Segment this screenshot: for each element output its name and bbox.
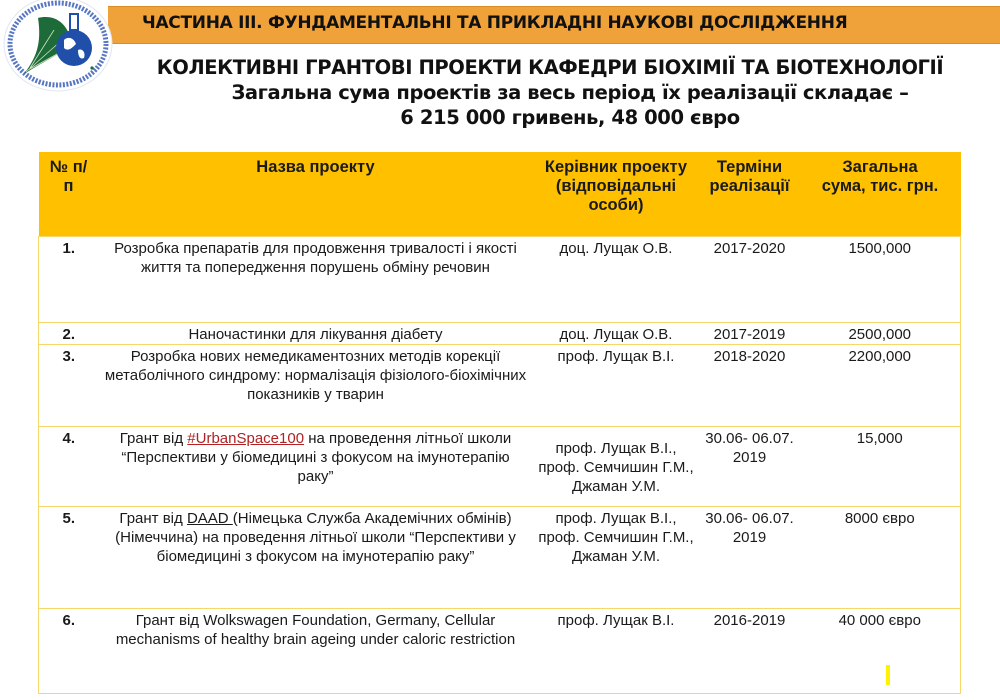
project-name bbox=[99, 323, 533, 345]
project-name-text: Розробка препаратів для продовження тривалості і якості життя та попередження порушень обміну речовин bbox=[114, 240, 517, 276]
row-num: 4. bbox=[39, 427, 99, 507]
table-header-row bbox=[39, 152, 961, 237]
project-name bbox=[99, 345, 533, 427]
row-num: 6. bbox=[39, 609, 99, 694]
project-sum: 15,000 bbox=[800, 427, 961, 507]
project-sum: 8000 євро bbox=[800, 507, 961, 609]
project-name bbox=[99, 427, 533, 507]
row-num: 3. bbox=[39, 345, 99, 427]
project-lead: проф. Лущак В.І. bbox=[533, 345, 700, 427]
page-title-block bbox=[140, 56, 960, 130]
page-title: КОЛЕКТИВНІ ГРАНТОВІ ПРОЕКТИ КАФЕДРИ БІОХІМІЇ ТА БІОТЕХНОЛОГІЇ bbox=[156, 56, 944, 79]
project-sum: 2500,000 bbox=[800, 323, 961, 345]
project-name-text: Грант від bbox=[119, 430, 188, 447]
row-num: 5. bbox=[39, 507, 99, 609]
table-row bbox=[39, 345, 961, 427]
project-name-text: Розробка нових немедикаментозних методів корекції метаболічного синдрому: нормалізація фізіолого-біохімічних показників у тварин bbox=[104, 348, 527, 403]
project-lead: доц. Лущак О.В. bbox=[533, 237, 700, 323]
project-name-text: Наночастинки для лікування діабету bbox=[188, 326, 443, 343]
project-name bbox=[99, 609, 533, 694]
project-term: 2016-2019 bbox=[700, 609, 800, 694]
project-sum: 1500,000 bbox=[800, 237, 961, 323]
university-logo-icon bbox=[2, 0, 114, 92]
total-sum-caption: Загальна сума проектів за весь період їх реалізації складає – bbox=[231, 81, 909, 104]
highlight-marker bbox=[886, 665, 890, 685]
project-term: 2017-2019 bbox=[700, 323, 800, 345]
header-sum: Загальна сума, тис. грн. bbox=[800, 152, 961, 237]
project-name-text: (Німецька Служба Академічних обмінів) (Німеччина) на проведення літньої школи “Перспективи у біомедицині з фокусом на імунотерапію раку” bbox=[115, 510, 516, 565]
project-term: 30.06- 06.07. 2019 bbox=[700, 427, 800, 507]
table-row bbox=[39, 609, 961, 694]
urbanspace-link[interactable]: #UrbanSpace100 bbox=[187, 430, 305, 447]
project-term: 2017-2020 bbox=[700, 237, 800, 323]
table-row bbox=[39, 237, 961, 323]
daad-link[interactable]: DAAD bbox=[186, 510, 233, 527]
section-header-bar bbox=[108, 6, 1000, 44]
project-name bbox=[99, 507, 533, 609]
project-lead: проф. Лущак В.І., проф. Семчишин Г.М., Джаман У.М. bbox=[533, 507, 700, 609]
project-sum: 40 000 євро bbox=[800, 609, 961, 694]
header-name: Назва проекту bbox=[99, 152, 533, 237]
table-row bbox=[39, 427, 961, 507]
project-name-text: на проведення літньої школи “Перспективи у біомедицині з фокусом на імунотерапію раку” bbox=[121, 430, 512, 485]
row-num: 1. bbox=[39, 237, 99, 323]
project-term: 2018-2020 bbox=[700, 345, 800, 427]
project-term: 30.06- 06.07. 2019 bbox=[700, 507, 800, 609]
project-name-text: Грант від Wolkswagen Foundation, Germany, Cellular mechanisms of healthy brain ageing under caloric restriction bbox=[115, 612, 516, 648]
total-sum-value: 6 215 000 гривень, 48 000 євро bbox=[400, 106, 740, 129]
row-num: 2. bbox=[39, 323, 99, 345]
table-row bbox=[39, 323, 961, 345]
project-lead: доц. Лущак О.В. bbox=[533, 323, 700, 345]
header-num: № п/п bbox=[39, 152, 99, 237]
grant-projects-table bbox=[38, 152, 961, 694]
project-name-text: Грант від bbox=[119, 510, 187, 527]
project-lead: проф. Лущак В.І. bbox=[533, 609, 700, 694]
header-term: Терміни реалізації bbox=[700, 152, 800, 237]
project-lead: проф. Лущак В.І., проф. Семчишин Г.М., Джаман У.М. bbox=[533, 427, 700, 507]
header-lead: Керівник проекту (відповідальні особи) bbox=[533, 152, 700, 237]
project-name bbox=[99, 237, 533, 323]
table-row bbox=[39, 507, 961, 609]
section-header-text: ЧАСТИНА ІІІ. ФУНДАМЕНТАЛЬНІ ТА ПРИКЛАДНІ НАУКОВІ ДОСЛІДЖЕННЯ bbox=[142, 13, 848, 33]
project-sum: 2200,000 bbox=[800, 345, 961, 427]
